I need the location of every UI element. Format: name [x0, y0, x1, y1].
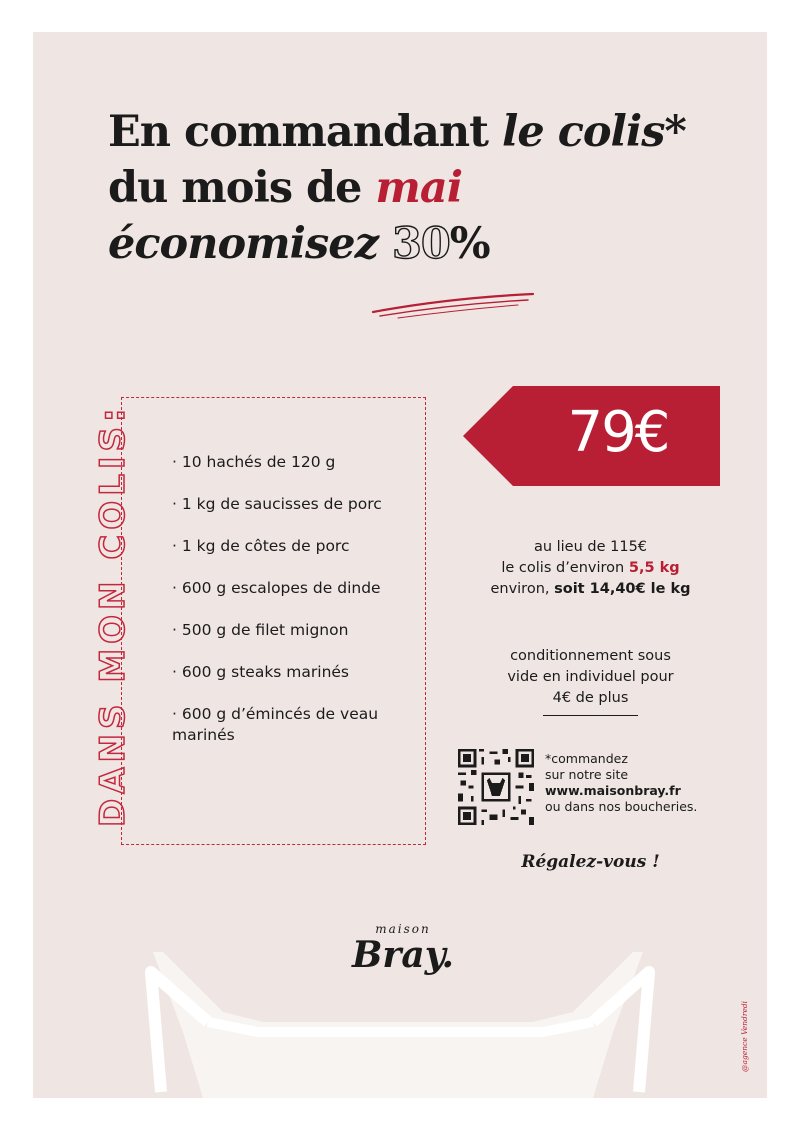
headline-line-2 [108, 160, 686, 216]
headline-month: mai [375, 163, 463, 213]
headline-emphasis: le colis* [502, 107, 686, 157]
poster [33, 32, 767, 1098]
logo-maison: maison [375, 922, 431, 936]
order-text: sur notre site [545, 767, 629, 782]
list-item: · 600 g escalopes de dinde [172, 579, 381, 597]
list-item: · 500 g de filet mignon [172, 621, 349, 639]
packaging-text: conditionnement sous [510, 648, 671, 664]
brush-swoosh-icon [368, 290, 538, 320]
price-tag [463, 386, 720, 486]
headline-line-3 [108, 216, 686, 272]
list-item: · 10 hachés de 120 g [172, 453, 336, 471]
website-link[interactable]: www.maisonbray.fr [545, 783, 681, 798]
weight-text: le colis d’environ [501, 560, 629, 576]
qr-code-icon[interactable] [458, 749, 534, 825]
per-kg-price: soit 14,40€ le kg [554, 581, 691, 597]
per-kg-line [463, 579, 718, 600]
weight-value: 5,5 kg [628, 560, 680, 576]
price-details [463, 537, 718, 600]
agency-credit: @agence Vendredi [740, 1000, 749, 1072]
packaging-details [463, 646, 718, 709]
colis-item-list [172, 452, 412, 767]
colis-vertical-title: DANS MON COLIS: [93, 403, 133, 827]
packaging-text: vide en individuel pour [507, 669, 674, 685]
per-kg-text: environ, [490, 581, 555, 597]
list-item: · 1 kg de côtes de porc [172, 537, 350, 555]
list-item: · 600 g d’émincés de veau marinés [172, 705, 379, 744]
list-item: · 1 kg de saucisses de porc [172, 495, 382, 513]
percent-sign: % [449, 219, 490, 269]
divider [543, 715, 638, 716]
headline-line-1 [108, 104, 686, 160]
previous-price: au lieu de 115€ [533, 539, 648, 555]
headline-text: En commandant [108, 107, 503, 157]
headline-text: économisez [108, 219, 392, 269]
order-text: ou dans nos boucheries. [545, 799, 698, 814]
logo-bray: Bray. [351, 934, 455, 976]
packaging-extra-price: 4€ de plus [552, 690, 629, 706]
headline-text: du mois de [108, 163, 376, 213]
discount-number: 30 [391, 219, 450, 269]
weight-line [463, 558, 718, 579]
order-text: *commandez [545, 751, 628, 766]
closing-tagline: Régalez-vous ! [521, 852, 660, 872]
headline [108, 104, 686, 272]
order-info [545, 751, 697, 815]
price: 79€ [567, 400, 669, 465]
list-item: · 600 g steaks marinés [172, 663, 350, 681]
